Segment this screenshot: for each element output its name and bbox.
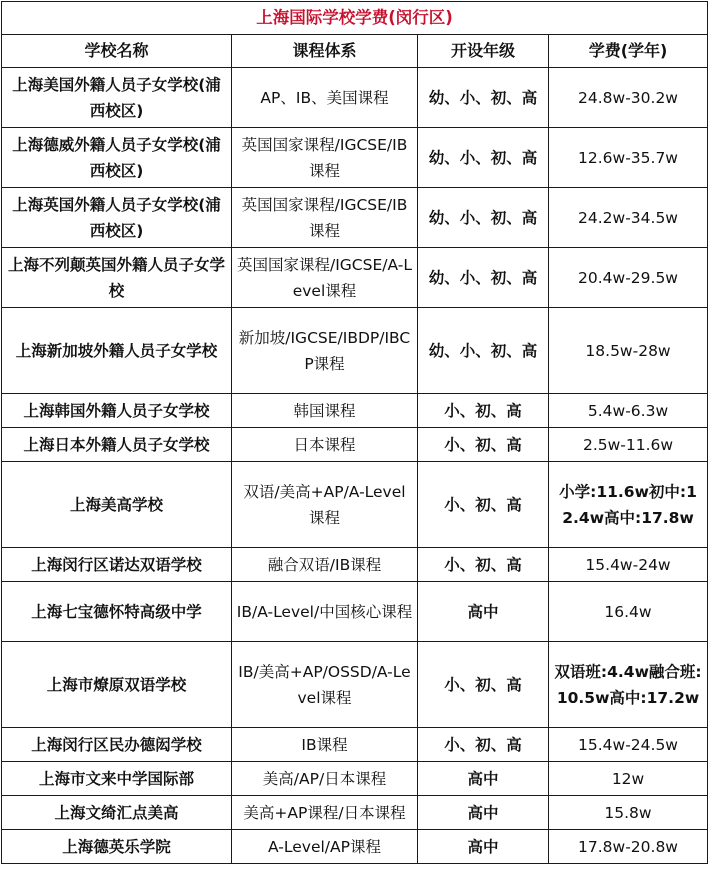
fee-cell: 24.2w-34.5w bbox=[549, 188, 708, 248]
fee-cell: 小学:11.6w初中:12.4w高中:17.8w bbox=[549, 462, 708, 548]
curriculum-cell: IB课程 bbox=[232, 728, 418, 762]
grades-cell: 幼、小、初、高 bbox=[418, 188, 549, 248]
table-row bbox=[2, 462, 708, 548]
column-header-curriculum: 课程体系 bbox=[232, 35, 418, 68]
grades-cell: 小、初、高 bbox=[418, 548, 549, 582]
table-row bbox=[2, 796, 708, 830]
curriculum-cell: IB/美高+AP/OSSD/A-Level课程 bbox=[232, 642, 418, 728]
grades-cell: 幼、小、初、高 bbox=[418, 308, 549, 394]
table-row bbox=[2, 642, 708, 728]
table-row bbox=[2, 68, 708, 128]
table-row bbox=[2, 394, 708, 428]
fee-cell: 双语班:4.4w融合班:10.5w高中:17.2w bbox=[549, 642, 708, 728]
grades-cell: 幼、小、初、高 bbox=[418, 128, 549, 188]
school-name-cell: 上海美高学校 bbox=[2, 462, 232, 548]
column-header-grades: 开设年级 bbox=[418, 35, 549, 68]
fee-cell: 15.4w-24w bbox=[549, 548, 708, 582]
fee-cell: 2.5w-11.6w bbox=[549, 428, 708, 462]
table-row bbox=[2, 582, 708, 642]
school-name-cell: 上海韩国外籍人员子女学校 bbox=[2, 394, 232, 428]
tuition-document bbox=[1, 1, 707, 864]
column-header-school: 学校名称 bbox=[2, 35, 232, 68]
tuition-table bbox=[1, 1, 708, 864]
table-row bbox=[2, 248, 708, 308]
grades-cell: 小、初、高 bbox=[418, 394, 549, 428]
grades-cell: 高中 bbox=[418, 762, 549, 796]
curriculum-cell: 日本课程 bbox=[232, 428, 418, 462]
grades-cell: 高中 bbox=[418, 830, 549, 864]
curriculum-cell: 英国国家课程/IGCSE/A-Level课程 bbox=[232, 248, 418, 308]
grades-cell: 幼、小、初、高 bbox=[418, 68, 549, 128]
curriculum-cell: 英国国家课程/IGCSE/IB课程 bbox=[232, 188, 418, 248]
column-header-fee: 学费(学年) bbox=[549, 35, 708, 68]
school-name-cell: 上海日本外籍人员子女学校 bbox=[2, 428, 232, 462]
title-row bbox=[2, 2, 708, 35]
curriculum-cell: 英国国家课程/IGCSE/IB课程 bbox=[232, 128, 418, 188]
grades-cell: 幼、小、初、高 bbox=[418, 248, 549, 308]
school-name-cell: 上海德威外籍人员子女学校(浦西校区) bbox=[2, 128, 232, 188]
school-name-cell: 上海新加坡外籍人员子女学校 bbox=[2, 308, 232, 394]
fee-cell: 24.8w-30.2w bbox=[549, 68, 708, 128]
curriculum-cell: IB/A-Level/中国核心课程 bbox=[232, 582, 418, 642]
school-name-cell: 上海闵行区民办德闳学校 bbox=[2, 728, 232, 762]
school-name-cell: 上海市文来中学国际部 bbox=[2, 762, 232, 796]
school-name-cell: 上海不列颠英国外籍人员子女学校 bbox=[2, 248, 232, 308]
curriculum-cell: 美高+AP课程/日本课程 bbox=[232, 796, 418, 830]
header-row bbox=[2, 35, 708, 68]
table-row bbox=[2, 308, 708, 394]
curriculum-cell: 韩国课程 bbox=[232, 394, 418, 428]
table-title: 上海国际学校学费(闵行区) bbox=[2, 2, 708, 35]
curriculum-cell: A-Level/AP课程 bbox=[232, 830, 418, 864]
school-name-cell: 上海闵行区诺达双语学校 bbox=[2, 548, 232, 582]
fee-cell: 15.4w-24.5w bbox=[549, 728, 708, 762]
table-row bbox=[2, 188, 708, 248]
fee-cell: 12w bbox=[549, 762, 708, 796]
table-row bbox=[2, 428, 708, 462]
curriculum-cell: 融合双语/IB课程 bbox=[232, 548, 418, 582]
school-name-cell: 上海文绮汇点美高 bbox=[2, 796, 232, 830]
curriculum-cell: 双语/美高+AP/A-Level课程 bbox=[232, 462, 418, 548]
fee-cell: 16.4w bbox=[549, 582, 708, 642]
curriculum-cell: AP、IB、美国课程 bbox=[232, 68, 418, 128]
fee-cell: 5.4w-6.3w bbox=[549, 394, 708, 428]
curriculum-cell: 新加坡/IGCSE/IBDP/IBCP课程 bbox=[232, 308, 418, 394]
school-name-cell: 上海美国外籍人员子女学校(浦西校区) bbox=[2, 68, 232, 128]
school-name-cell: 上海英国外籍人员子女学校(浦西校区) bbox=[2, 188, 232, 248]
curriculum-cell: 美高/AP/日本课程 bbox=[232, 762, 418, 796]
school-name-cell: 上海市燎原双语学校 bbox=[2, 642, 232, 728]
table-row bbox=[2, 762, 708, 796]
fee-cell: 15.8w bbox=[549, 796, 708, 830]
grades-cell: 小、初、高 bbox=[418, 462, 549, 548]
table-row bbox=[2, 548, 708, 582]
table-row bbox=[2, 830, 708, 864]
fee-cell: 18.5w-28w bbox=[549, 308, 708, 394]
grades-cell: 高中 bbox=[418, 582, 549, 642]
table-row bbox=[2, 128, 708, 188]
table-row bbox=[2, 728, 708, 762]
grades-cell: 小、初、高 bbox=[418, 642, 549, 728]
fee-cell: 12.6w-35.7w bbox=[549, 128, 708, 188]
grades-cell: 小、初、高 bbox=[418, 428, 549, 462]
grades-cell: 小、初、高 bbox=[418, 728, 549, 762]
table-body bbox=[2, 2, 708, 864]
school-name-cell: 上海德英乐学院 bbox=[2, 830, 232, 864]
grades-cell: 高中 bbox=[418, 796, 549, 830]
fee-cell: 17.8w-20.8w bbox=[549, 830, 708, 864]
school-name-cell: 上海七宝德怀特高级中学 bbox=[2, 582, 232, 642]
fee-cell: 20.4w-29.5w bbox=[549, 248, 708, 308]
